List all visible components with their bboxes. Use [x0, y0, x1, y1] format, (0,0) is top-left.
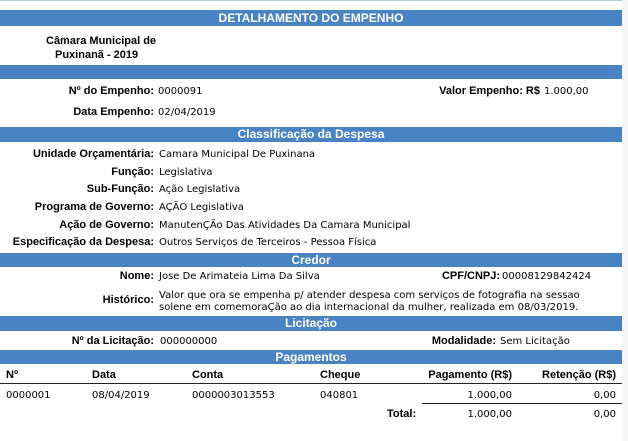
col-header-pagamento: Pagamento (R$): [428, 369, 512, 381]
col-header-conta: Conta: [192, 369, 224, 381]
page-title: DETALHAMENTO DO EMPENHO: [218, 11, 404, 25]
entity-name-line2: Puxinanã - 2019: [55, 49, 139, 61]
cell-pagamento: 1.000,00: [467, 390, 512, 401]
table-header-divider: [0, 383, 622, 384]
credor-name-label: Nome:: [119, 270, 154, 282]
modalidade-label: Modalidade:: [431, 335, 496, 347]
credor-historico-line2: solene em comemoraÇão ao dia internacional da mulher, realizada em 08/03/2019.: [159, 302, 579, 313]
funcao-label: Função:: [111, 166, 154, 178]
table-total-divider: [422, 403, 622, 404]
col-header-numero: Nº: [6, 369, 18, 381]
pagamentos-bar: [0, 350, 622, 364]
empenho-number-label: Nº do Empenho:: [68, 85, 154, 97]
unidade-orcamentaria-value: Camara Municipal De Puxinana: [159, 149, 316, 160]
col-header-cheque: Cheque: [320, 369, 361, 381]
col-header-retencao: Retenção (R$): [542, 369, 616, 381]
col-header-data: Data: [92, 369, 116, 381]
top-border: [0, 0, 628, 1]
empenho-value-amount: 1.000,00: [544, 86, 589, 97]
funcao-value: Legislativa: [159, 167, 213, 178]
empenho-value-label: Valor Empenho: R$: [439, 85, 540, 97]
sub-funcao-label: Sub-Função:: [86, 183, 154, 195]
empenho-number-value: 0000091: [158, 86, 203, 97]
sub-funcao-value: Ação Legislativa: [159, 184, 241, 195]
title-bar: [0, 10, 622, 26]
programa-governo-value: AÇÃO Legislativa: [159, 202, 244, 213]
acao-governo-value: ManutenÇÃo Das Atividades Da Camara Municipal: [159, 220, 411, 231]
cell-conta: 0000003013553: [192, 390, 275, 401]
total-pagamento: 1.000,00: [467, 409, 512, 420]
licitacao-bar: [0, 316, 622, 331]
acao-governo-label: Ação de Governo:: [59, 219, 154, 231]
especificacao-despesa-value: Outros Serviços de Terceiros - Pessoa Física: [159, 237, 377, 248]
programa-governo-label: Programa de Governo:: [34, 201, 154, 213]
credor-bar: [0, 253, 622, 267]
classificacao-title: Classificação da Despesa: [237, 127, 385, 141]
credor-title: Credor: [291, 253, 331, 267]
total-label: Total:: [387, 408, 417, 420]
licitacao-title: Licitação: [284, 316, 338, 330]
cell-retencao: 0,00: [593, 390, 616, 401]
cell-cheque: 040801: [320, 390, 359, 401]
licitacao-number-label: Nº da Licitação:: [71, 335, 154, 347]
entity-name-line1: Câmara Municipal de: [46, 35, 157, 47]
credor-historico-label: Histórico:: [102, 294, 154, 306]
licitacao-number-value: 000000000: [160, 336, 218, 347]
total-retencao: 0,00: [593, 409, 616, 420]
section-divider-bar: [0, 65, 622, 79]
credor-cpf-label: CPF/CNPJ:: [441, 270, 500, 282]
cell-numero: 0000001: [6, 390, 51, 401]
cell-data: 08/04/2019: [92, 390, 150, 401]
pagamentos-title: Pagamentos: [275, 350, 347, 364]
empenho-date-value: 02/04/2019: [158, 107, 216, 118]
classificacao-bar: [0, 127, 622, 142]
modalidade-value: Sem Licitação: [500, 336, 570, 347]
unidade-orcamentaria-label: Unidade Orçamentária:: [32, 148, 154, 160]
credor-name-value: Jose De Arimateia Lima Da Silva: [159, 271, 320, 282]
credor-cpf-value: 00008129842424: [502, 271, 592, 282]
empenho-date-label: Data Empenho:: [73, 106, 154, 118]
especificacao-despesa-label: Especificação da Despesa:: [12, 236, 154, 248]
right-scroll-gutter: [622, 0, 628, 441]
credor-historico-line1: Valor que ora se empenha p/ atender despesa com serviços de fotografia na sessao: [159, 290, 580, 301]
